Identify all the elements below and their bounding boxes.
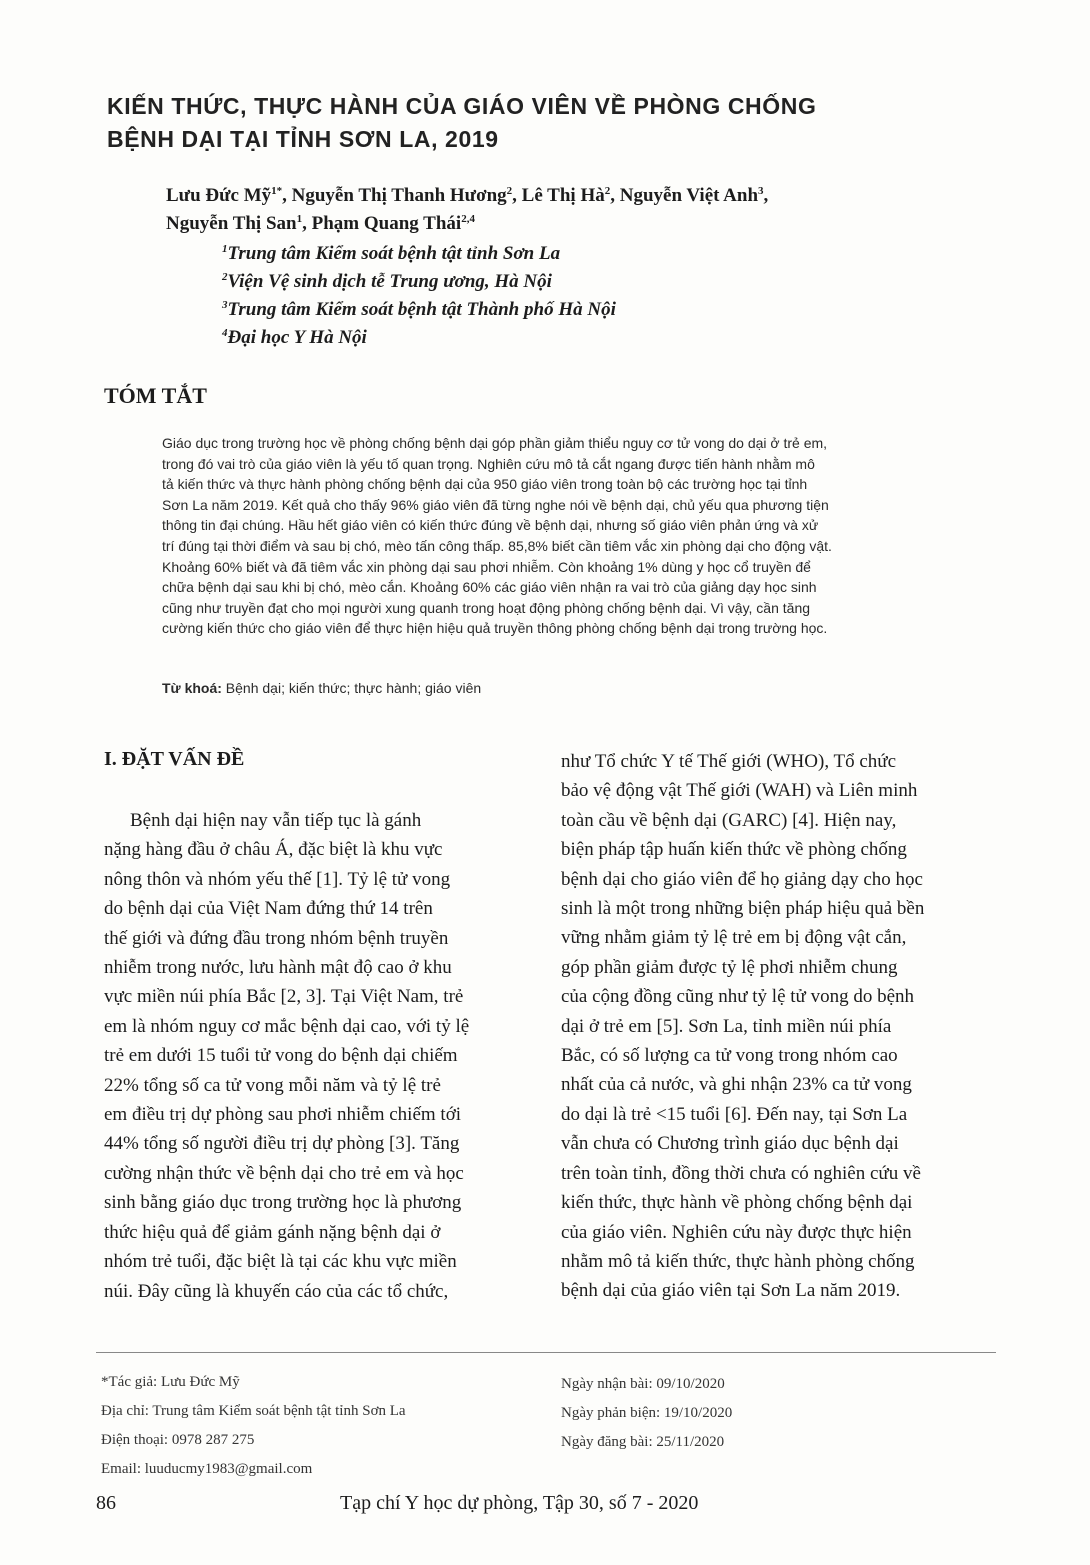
affiliation-item [222, 240, 616, 268]
abstract-line: trong đó vai trò của giáo viên là yếu tố quan trọng. Nghiên cứu mô tả cắt ngang được tiến hành nhằm mô [162, 455, 815, 472]
page-number: 86 [96, 1492, 116, 1514]
author-separator: , [763, 185, 769, 206]
body-column-left [104, 806, 536, 1306]
body-line: trên toàn tỉnh, đồng thời chưa có nghiên cứu về [561, 1162, 921, 1184]
body-line: nhóm trẻ tuổi, đặc biệt là tại các khu vực miền [104, 1251, 457, 1273]
body-line: vững nhằm giảm tỷ lệ trẻ em bị động vật cắn, [561, 927, 907, 949]
body-line: Bắc, có số lượng ca tử vong trong nhóm cao [561, 1045, 898, 1067]
body-line: biện pháp tập huấn kiến thức về phòng chống [561, 839, 907, 861]
author-affiliation-mark: 2,4 [461, 213, 475, 225]
body-line: sinh là một trong những biện pháp hiệu quả bền [561, 898, 925, 920]
body-line: kiến thức, thực hành về phòng chống bệnh dại [561, 1192, 913, 1214]
correspondence-email: Email: luuducmy1983@gmail.com [101, 1461, 313, 1477]
body-line: vực miền núi phía Bắc [2, 3]. Tại Việt Nam, trẻ [104, 986, 464, 1008]
author-name: , Nguyễn Thị Thanh Hương [282, 185, 507, 206]
body-line: trẻ em dưới 15 tuổi tử vong do bệnh dại chiếm [104, 1045, 458, 1067]
title-line: KIẾN THỨC, THỰC HÀNH CỦA GIÁO VIÊN VỀ PHÒNG CHỐNG [107, 93, 817, 119]
date-published: Ngày đăng bài: 25/11/2020 [561, 1434, 725, 1450]
body-line: nhất của cả nước, và ghi nhận 23% ca tử vong [561, 1074, 912, 1096]
body-line: 22% tổng số ca tử vong mỗi năm và tỷ lệ trẻ [104, 1074, 441, 1096]
body-line: do bệnh dại của Việt Nam đứng thứ 14 trên [104, 898, 433, 920]
abstract-line: Khoảng 60% biết và đã tiêm vắc xin phòng dại sau phơi nhiễm. Còn khoảng 1% dùng y học cổ truyền để [162, 558, 811, 575]
footnote-divider [96, 1352, 996, 1353]
abstract-line: tả kiến thức và thực hành phòng chống bệnh dại của 950 giáo viên trong toàn bộ các trường học tại tỉnh [162, 476, 808, 493]
section-heading: I. ĐẶT VẤN ĐỀ [104, 748, 245, 770]
author-line [166, 182, 986, 210]
author-affiliation-mark: 2 [604, 185, 611, 197]
submission-dates [561, 1370, 732, 1457]
abstract-line: Sơn La năm 2019. Kết quả cho thấy 96% giáo viên đã từng nghe nói về bệnh dại, chủ yếu qua phương tiện [162, 496, 829, 513]
body-line: cường nhận thức về bệnh dại cho trẻ em và học [104, 1162, 464, 1184]
affiliation-number: 4 [222, 327, 228, 339]
keywords-label: Từ khoá: [162, 680, 222, 696]
date-reviewed: Ngày phản biện: 19/10/2020 [561, 1405, 733, 1421]
body-line: toàn cầu về bệnh dại (GARC) [4]. Hiện nay, [561, 809, 897, 831]
keywords [162, 680, 481, 696]
body-line: thức hiệu quả để giảm gánh nặng bệnh dại ở [104, 1221, 441, 1243]
body-column-right [561, 747, 997, 1306]
affiliation-text: Trung tâm Kiểm soát bệnh tật Thành phố Hà Nội [227, 299, 616, 320]
body-line: nhiễm trong nước, lưu hành mật độ cao ở khu [104, 957, 452, 979]
affiliation-item [222, 324, 616, 352]
body-line: dại ở trẻ em [5]. Sơn La, tỉnh miền núi phía [561, 1015, 892, 1037]
author-affiliation-mark: 3 [758, 185, 764, 197]
abstract-line: trí đúng tại thời điểm và sau bị chó, mèo tấn công thấp. 85,8% biết cần tiêm vắc xin phòng dại cho động vật. [162, 537, 832, 554]
author-name: , Lê Thị Hà [512, 185, 605, 206]
abstract-heading: TÓM TẮT [104, 383, 207, 408]
body-line: em điều trị dự phòng sau phơi nhiễm chiếm tới [104, 1104, 462, 1126]
affiliation-text: Viện Vệ sinh dịch tễ Trung ương, Hà Nội [227, 271, 552, 292]
abstract-line: cường kiến thức cho giáo viên để thực hiện hiệu quả truyền thông phòng chống bệnh dại trong trường học. [162, 620, 828, 637]
keywords-text: Bệnh dại; kiến thức; thực hành; giáo viên [221, 680, 482, 696]
correspondence-address: Địa chỉ: Trung tâm Kiểm soát bệnh tật tỉnh Sơn La [101, 1403, 406, 1419]
body-line: núi. Đây cũng là khuyến cáo của các tổ chức, [104, 1280, 449, 1302]
affiliation-text: Trung tâm Kiểm soát bệnh tật tỉnh Sơn La [227, 243, 561, 264]
author-affiliation-mark: 2 [506, 185, 513, 197]
correspondence-phone: Điện thoại: 0978 287 275 [101, 1432, 255, 1448]
author-line [166, 210, 986, 238]
journal-citation: Tạp chí Y học dự phòng, Tập 30, số 7 - 2020 [340, 1492, 699, 1514]
correspondence-info [101, 1368, 406, 1484]
author-name: Lưu Đức Mỹ [166, 185, 272, 206]
body-line: sinh bằng giáo dục trong trường học là phương [104, 1192, 462, 1214]
body-line: của giáo viên. Nghiên cứu này được thực hiện [561, 1221, 912, 1243]
title-line: BỆNH DẠI TẠI TỈNH SƠN LA, 2019 [107, 126, 499, 152]
author-name: , Nguyễn Việt Anh [610, 185, 759, 206]
affiliation-item [222, 268, 616, 296]
abstract-line: Giáo dục trong trường học về phòng chống bệnh dại góp phần giảm thiểu nguy cơ tử vong do dại ở trẻ em, [162, 435, 828, 451]
abstract-line: cũng như truyền đạt cho mọi người xung quanh trong hoạt động phòng chống bệnh dại. Vì vậy, cần tăng [162, 599, 811, 616]
author-name: , Phạm Quang Thái [302, 213, 462, 234]
body-line: nhằm mô tả kiến thức, thực hành phòng chống [561, 1250, 915, 1272]
affiliation-list [222, 240, 616, 352]
body-line: nặng hàng đầu ở châu Á, đặc biệt là khu vực [104, 839, 443, 861]
affiliation-item [222, 296, 616, 324]
body-line: do dại là trẻ <15 tuổi [6]. Đến nay, tại Sơn La [561, 1103, 908, 1125]
author-affiliation-mark: 1* [271, 185, 283, 197]
body-line: em là nhóm nguy cơ mắc bệnh dại cao, với tỷ lệ [104, 1015, 470, 1037]
correspondence-author: *Tác giả: Lưu Đức Mỹ [101, 1374, 240, 1390]
body-line: của cộng đồng cũng như tỷ lệ tử vong do bệnh [561, 986, 915, 1008]
body-line: thế giới và đứng đầu trong nhóm bệnh truyền [104, 927, 449, 949]
body-line: bệnh dại của giáo viên tại Sơn La năm 2019. [561, 1280, 901, 1302]
author-affiliation-mark: 1 [296, 213, 303, 225]
affiliation-number: 1 [222, 243, 228, 255]
abstract-body [162, 433, 1000, 639]
body-line: bảo vệ động vật Thế giới (WAH) và Liên minh [561, 780, 918, 802]
article-title [107, 90, 987, 156]
body-line: như Tổ chức Y tế Thế giới (WHO), Tổ chức [561, 751, 897, 772]
abstract-line: chữa bệnh dại sau khi bị chó, mèo cắn. Khoảng 60% các giáo viên nhận ra vai trò của giảng dạy học sinh [162, 579, 817, 596]
affiliation-text: Đại học Y Hà Nội [227, 327, 367, 348]
author-name: Nguyễn Thị San [166, 213, 297, 234]
author-list [166, 182, 986, 238]
body-line: nông thôn và nhóm yếu thế [1]. Tỷ lệ tử vong [104, 868, 451, 890]
date-received: Ngày nhận bài: 09/10/2020 [561, 1376, 725, 1392]
abstract-line: thông tin đại chúng. Hầu hết giáo viên có kiến thức đúng về bệnh dại, nhưng số giáo viên phản ứng và xử [162, 517, 819, 534]
body-line: 44% tổng số người điều trị dự phòng [3]. Tăng [104, 1133, 460, 1155]
body-line: góp phần giảm được tỷ lệ phơi nhiễm chung [561, 956, 898, 978]
body-line: vẫn chưa có Chương trình giáo dục bệnh dại [561, 1133, 899, 1155]
affiliation-number: 2 [222, 271, 228, 283]
body-line: Bệnh dại hiện nay vẫn tiếp tục là gánh [130, 810, 422, 831]
body-line: bệnh dại cho giáo viên để họ giảng dạy cho học [561, 868, 923, 890]
affiliation-number: 3 [222, 299, 228, 311]
